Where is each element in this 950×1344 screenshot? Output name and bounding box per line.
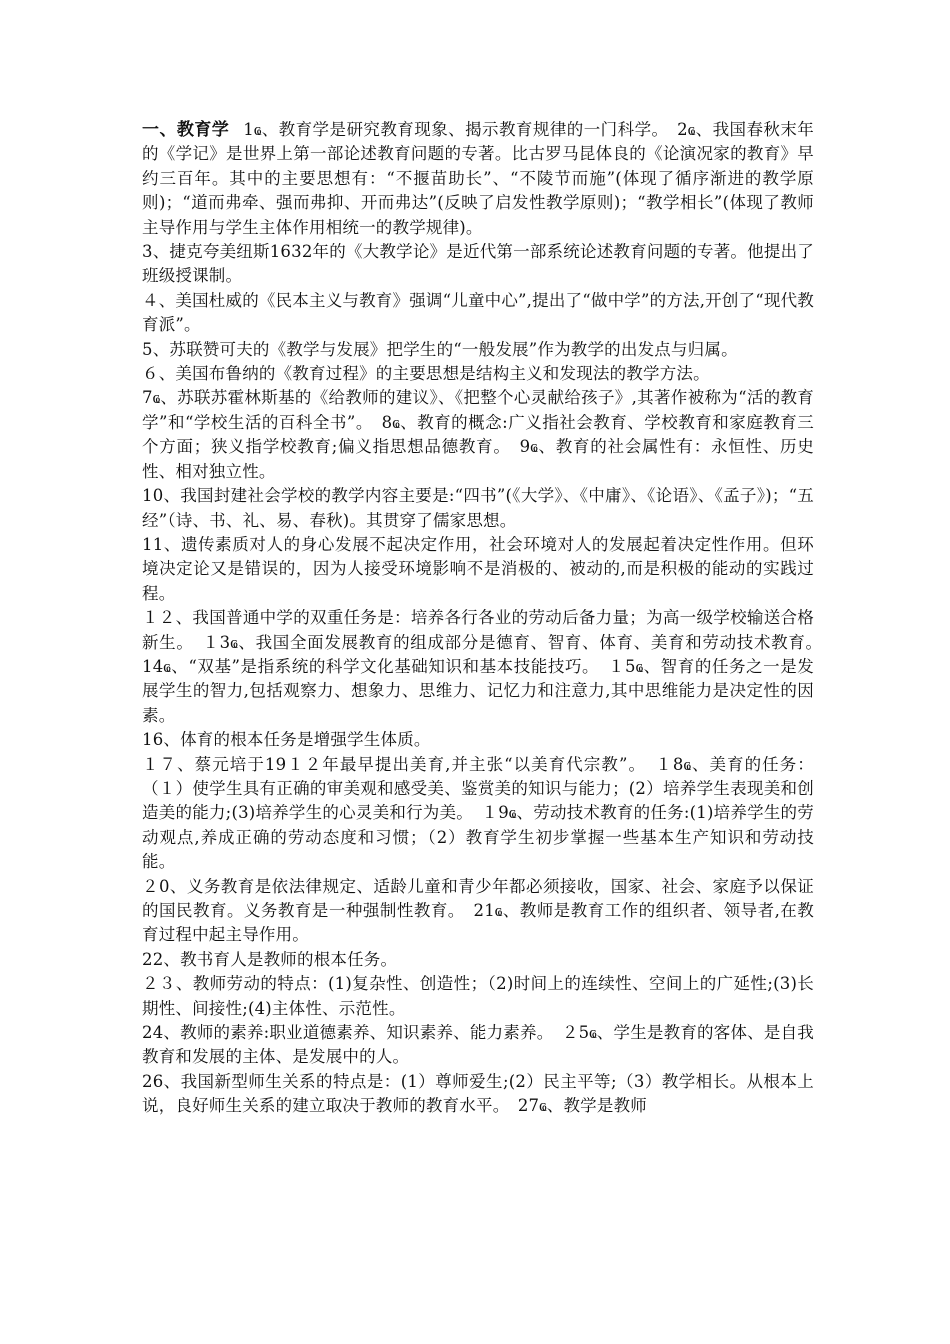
paragraph-16: 16、体育的根本任务是增强学生体质。 xyxy=(142,730,431,750)
paragraph-22: 22、教书育人是教师的根本任务。 xyxy=(142,949,398,969)
paragraph-6: ６、美国布鲁纳的《教育过程》的主要思想是结构主义和发现法的教学方法。 xyxy=(142,364,710,384)
paragraph-11: 11、遗传素质对人的身心发展不起决定作用，社会环境对人的发展起着决定性作用。但环境决定论又是错误的，因为人接受环境影响不是消极的、被动的,而是积极的能动的实践过程。 xyxy=(142,534,814,603)
paragraph-1 xyxy=(142,118,814,240)
paragraph-7: 7ҩ、苏联苏霍林斯基的《给教师的建议》、《把整个心灵献给孩子》,其著作被称为“活的教育学”和“学校生活的百科全书”。 8ҩ、教育的概念:广义指社会教育、学校教育和家庭教育三个方面；狭义指学校教育;偏义指思想品德教育。 9ҩ、教育的社会属性有：永恒性、历史性、相对独立性。 xyxy=(142,388,814,481)
paragraph-1-text: 1ҩ、教育学是研究教育现象、揭示教育规律的一门科学。 2ҩ、我国春秋末年的《学记》是世界上第一部论述教育问题的专著。比古罗马昆体良的《论演况家的教育》早约三百年。其中的主要思想有：“不揠苗助长”、“不陵节而施”(体现了循序渐进的教学原则)；“道而弗牵、强而弗抑、开而弗达”(反映了启发性教学原则)；“教学相长”(体现了教师主导作用与学生主体作用相统一的教学规律)。 xyxy=(142,120,815,237)
paragraph-17: １７、蔡元培于19１２年最早提出美育,并主张“以美育代宗教”。 １8ҩ、美育的任务：（１）使学生具有正确的审美观和感受美、鉴赏美的知识与能力；(2）培养学生表现美和创造美的能力;(3)培养学生的心灵美和行为美。 １9ҩ、劳动技术教育的任务:(1)培养学生的劳动观点,养成正确的劳动态度和习惯；（2）教育学生初步掌握一些基本生产知识和劳动技能。 xyxy=(142,754,814,872)
paragraph-24: 24、教师的素养:职业道德素养、知识素养、能力素养。 ２5ҩ、学生是教育的客体、是自我教育和发展的主体、是发展中的人。 xyxy=(142,1023,814,1067)
document-body xyxy=(142,118,831,1119)
paragraph-4: ４、美国杜威的《民本主义与教育》强调“儿童中心”,提出了“做中学”的方法,开创了“现代教育派”。 xyxy=(142,290,814,335)
section-title: 一、教育学 xyxy=(142,120,230,140)
paragraph-20: ２0、义务教育是依法律规定、适龄儿童和青少年都必须接收，国家、社会、家庭予以保证的国民教育。义务教育是一种强制性教育。 21ҩ、教师是教育工作的组织者、领导者,在教育过程中起主导作用。 xyxy=(142,876,814,945)
paragraph-23: ２３、教师劳动的特点：(1)复杂性、创造性；（2)时间上的连续性、空间上的广延性;(3)长期性、间接性;(4)主体性、示范性。 xyxy=(142,974,814,1018)
paragraph-26: 26、我国新型师生关系的特点是：(1）尊师爱生;(2）民主平等;（3）教学相长。从根本上说，良好师生关系的建立取决于教师的教育水平。 27ҩ、教学是教师 xyxy=(142,1071,814,1116)
paragraph-10: 10、我国封建社会学校的教学内容主要是:“四书”(《大学》、《中庸》、《论语》、《孟子》)；“五经”（诗、书、礼、易、春秋)。其贯穿了儒家思想。 xyxy=(142,486,814,530)
paragraph-12: １２、我国普通中学的双重任务是：培养各行各业的劳动后备力量；为高一级学校输送合格新生。 １3ҩ、我国全面发展教育的组成部分是德育、智育、体育、美育和劳动技术教育。 14ҩ、“双基”是指系统的科学文化基础知识和基本技能技巧。 １5ҩ、智育的任务之一是发展学生的智力,包括观察力、想象力、思维力、记忆力和注意力,其中思维能力是决定性的因素。 xyxy=(142,608,831,725)
paragraph-3: 3、捷克夸美纽斯1632年的《大教学论》是近代第一部系统论述教育问题的专著。他提出了班级授课制。 xyxy=(142,242,814,286)
paragraph-5: 5、苏联赞可夫的《教学与发展》把学生的“一般发展”作为教学的出发点与归属。 xyxy=(142,339,738,359)
